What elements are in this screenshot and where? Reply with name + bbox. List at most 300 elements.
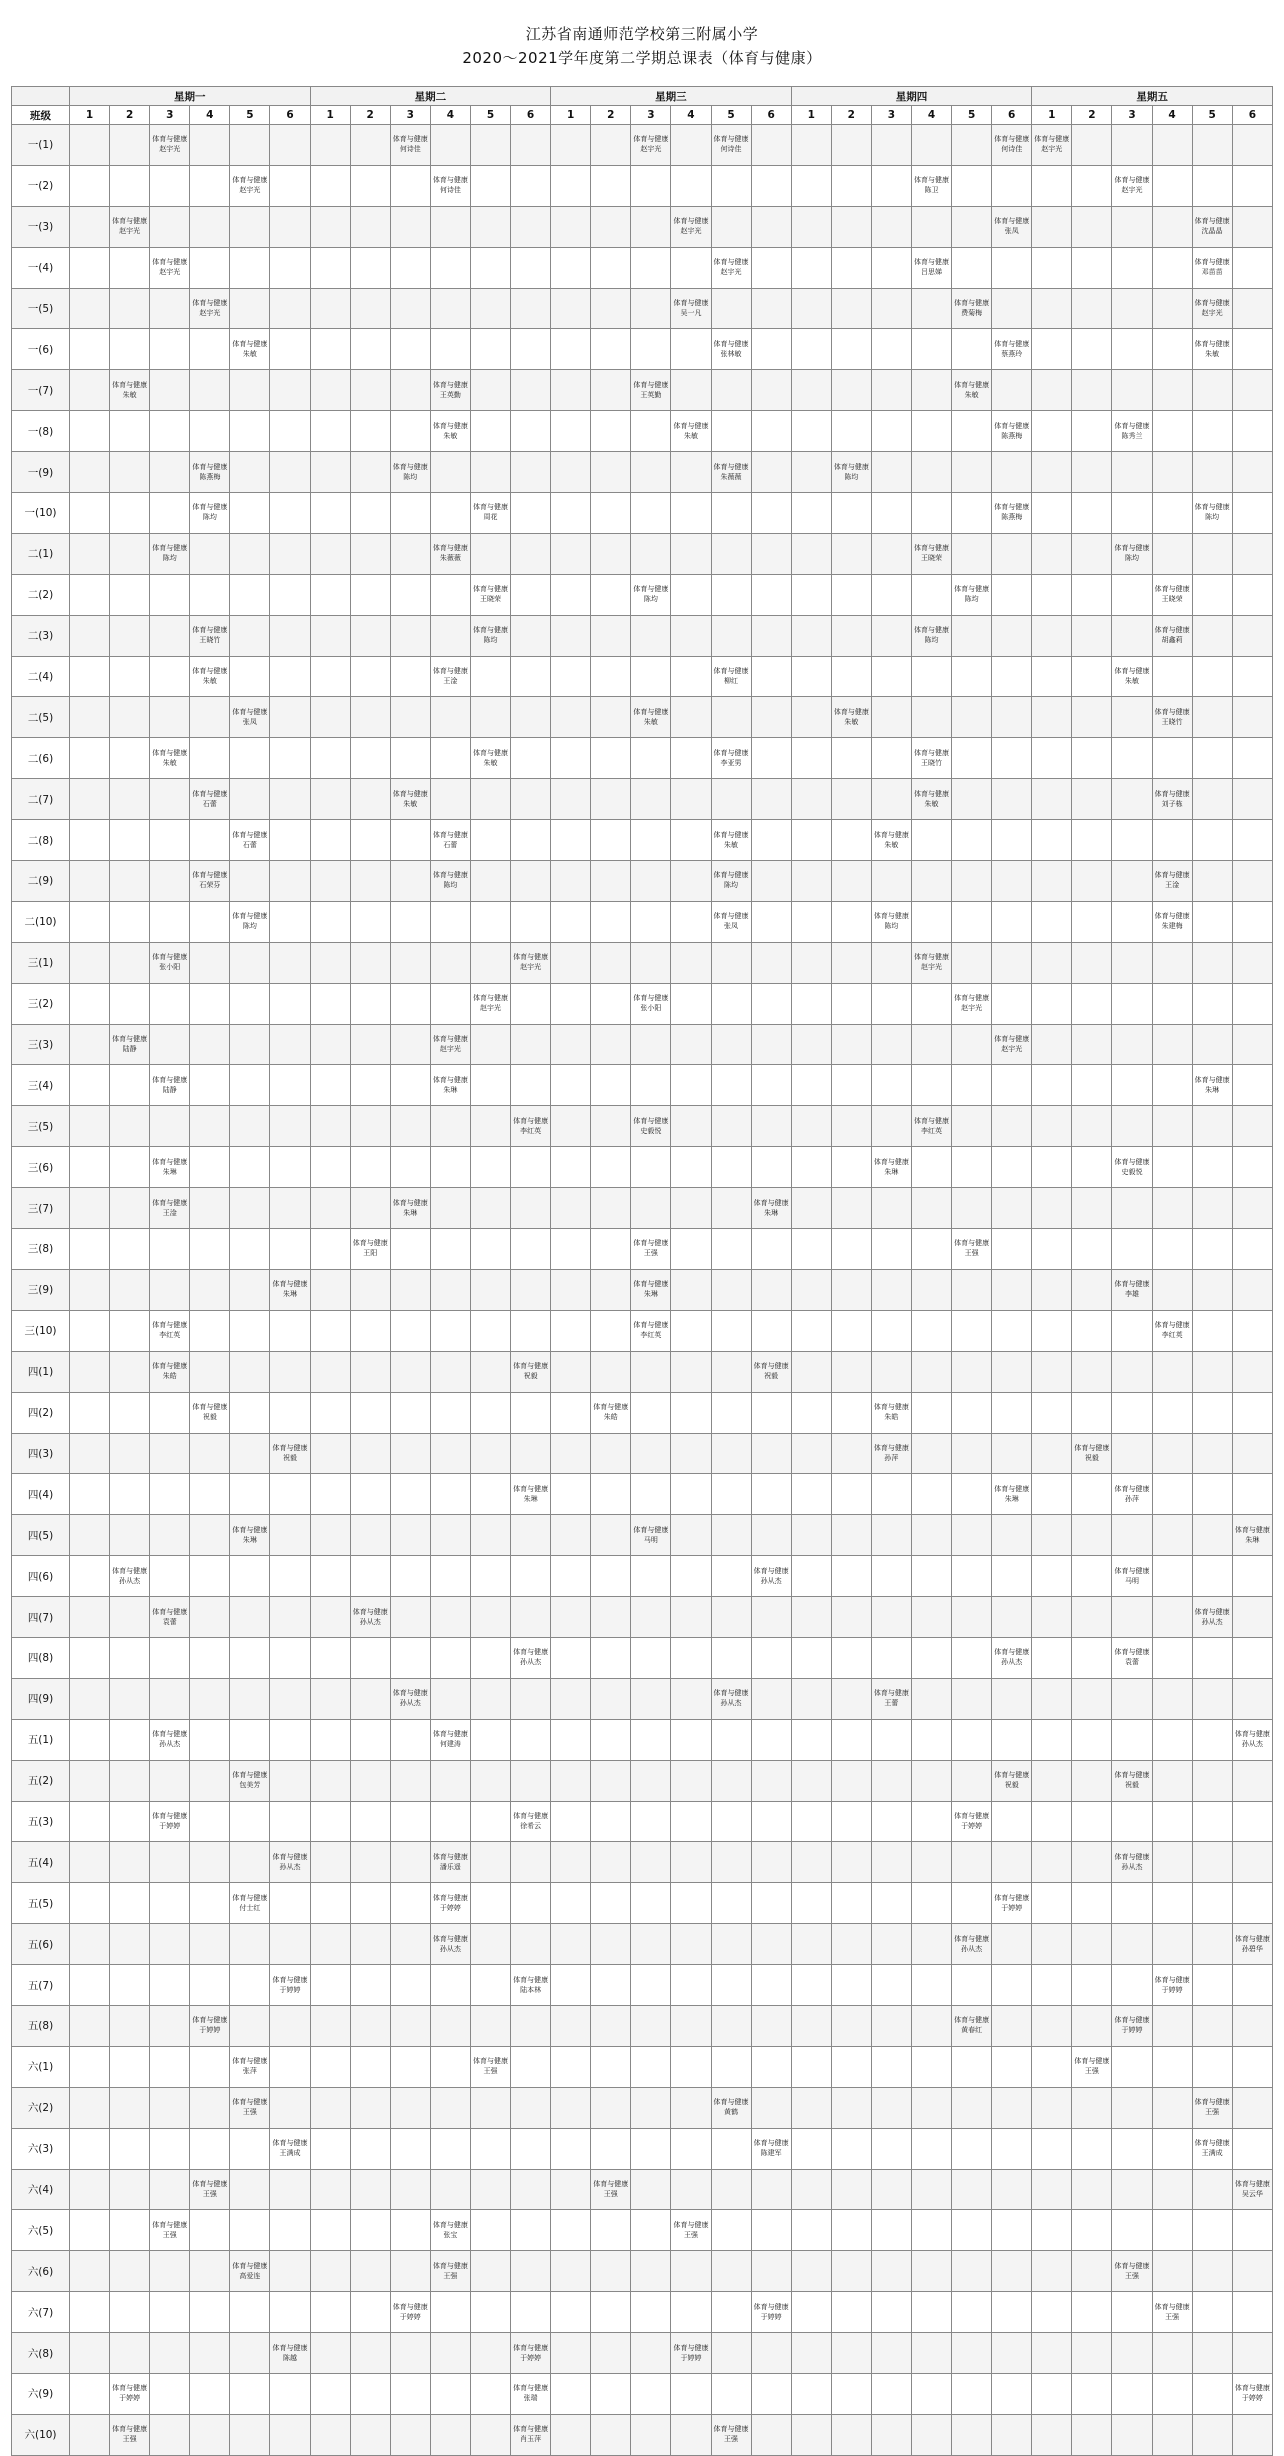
empty-cell — [270, 411, 310, 452]
empty-cell — [551, 1351, 591, 1392]
empty-cell — [1032, 1188, 1072, 1229]
lesson-teacher: 马明 — [643, 1535, 658, 1544]
empty-cell — [190, 820, 230, 861]
empty-cell — [831, 1065, 871, 1106]
lesson-teacher: 赵宇光 — [159, 145, 181, 154]
empty-cell — [1232, 247, 1272, 288]
table-row — [12, 1678, 1273, 1719]
empty-cell — [751, 329, 791, 370]
empty-cell — [551, 697, 591, 738]
lesson-subject: 体育与健康 — [232, 1893, 268, 1902]
lesson-cell — [430, 1719, 470, 1760]
lesson-cell — [1192, 206, 1232, 247]
lesson-subject: 体育与健康 — [152, 1730, 188, 1739]
empty-cell — [1192, 2333, 1232, 2374]
empty-cell — [390, 1024, 430, 1065]
empty-cell — [390, 820, 430, 861]
empty-cell — [831, 1433, 871, 1474]
empty-cell — [911, 1024, 951, 1065]
empty-cell — [310, 411, 350, 452]
empty-cell — [70, 2210, 110, 2251]
empty-cell — [1032, 574, 1072, 615]
empty-cell — [992, 1556, 1032, 1597]
empty-cell — [791, 2128, 831, 2169]
empty-cell — [190, 1351, 230, 1392]
empty-cell — [791, 861, 831, 902]
empty-cell — [791, 1801, 831, 1842]
empty-cell — [551, 1637, 591, 1678]
empty-cell — [911, 2210, 951, 2251]
empty-cell — [751, 1106, 791, 1147]
lesson-teacher: 朱敏 — [443, 431, 458, 440]
empty-cell — [1072, 1106, 1112, 1147]
lesson-teacher: 王满成 — [279, 2149, 301, 2158]
class-name-cell: 三(4) — [12, 1065, 70, 1106]
empty-cell — [711, 2292, 751, 2333]
empty-cell — [430, 697, 470, 738]
lesson-subject: 体育与健康 — [152, 1198, 188, 1207]
empty-cell — [70, 615, 110, 656]
empty-cell — [1232, 329, 1272, 370]
empty-cell — [1072, 1924, 1112, 1965]
empty-cell — [992, 1065, 1032, 1106]
lesson-cell — [1112, 533, 1152, 574]
empty-cell — [631, 2005, 671, 2046]
empty-cell — [591, 1310, 631, 1351]
empty-cell — [1032, 820, 1072, 861]
empty-cell — [390, 2087, 430, 2128]
empty-cell — [470, 1351, 510, 1392]
lesson-teacher: 朱敏 — [964, 390, 979, 399]
empty-cell — [591, 329, 631, 370]
empty-cell — [1032, 1965, 1072, 2006]
empty-cell — [110, 1392, 150, 1433]
empty-cell — [390, 247, 430, 288]
lesson-teacher: 孙从杰 — [1241, 1740, 1263, 1749]
lesson-teacher: 王晓竹 — [199, 636, 221, 645]
empty-cell — [831, 2005, 871, 2046]
lesson-cell — [631, 697, 671, 738]
empty-cell — [791, 411, 831, 452]
empty-cell — [831, 1106, 871, 1147]
table-row — [12, 1188, 1273, 1229]
lesson-subject: 体育与健康 — [232, 830, 268, 839]
lesson-cell — [470, 2046, 510, 2087]
table-row — [12, 1392, 1273, 1433]
empty-cell — [470, 1842, 510, 1883]
empty-cell — [1072, 165, 1112, 206]
empty-cell — [1072, 2210, 1112, 2251]
empty-cell — [1152, 1392, 1192, 1433]
empty-cell — [70, 574, 110, 615]
lesson-subject: 体育与健康 — [1194, 1075, 1230, 1084]
empty-cell — [310, 615, 350, 656]
class-name-cell: 一(6) — [12, 329, 70, 370]
empty-cell — [230, 1147, 270, 1188]
empty-cell — [591, 2292, 631, 2333]
lesson-cell — [1152, 1310, 1192, 1351]
lesson-cell — [390, 1678, 430, 1719]
empty-cell — [310, 288, 350, 329]
empty-cell — [511, 1597, 551, 1638]
empty-cell — [591, 1065, 631, 1106]
empty-cell — [1032, 1597, 1072, 1638]
empty-cell — [591, 697, 631, 738]
empty-cell — [230, 1106, 270, 1147]
lesson-subject: 体育与健康 — [192, 299, 228, 307]
empty-cell — [1192, 125, 1232, 166]
empty-cell — [310, 697, 350, 738]
empty-cell — [270, 1597, 310, 1638]
empty-cell — [952, 1065, 992, 1106]
empty-cell — [470, 2414, 510, 2455]
empty-cell — [1072, 1269, 1112, 1310]
empty-cell — [310, 942, 350, 983]
lesson-cell — [911, 779, 951, 820]
class-name-cell: 五(4) — [12, 1842, 70, 1883]
lesson-subject: 体育与健康 — [994, 421, 1030, 430]
empty-cell — [1072, 452, 1112, 493]
empty-cell — [1192, 1883, 1232, 1924]
empty-cell — [350, 1883, 390, 1924]
empty-cell — [270, 2046, 310, 2087]
empty-cell — [1032, 2292, 1072, 2333]
lesson-teacher: 陆静 — [122, 1045, 137, 1054]
empty-cell — [110, 1515, 150, 1556]
lesson-cell — [911, 165, 951, 206]
empty-cell — [430, 1556, 470, 1597]
empty-cell — [230, 370, 270, 411]
empty-cell — [230, 2292, 270, 2333]
lesson-subject: 体育与健康 — [994, 503, 1030, 512]
lesson-teacher: 邓苗苗 — [1201, 268, 1223, 277]
empty-cell — [791, 165, 831, 206]
class-name-cell: 三(3) — [12, 1024, 70, 1065]
empty-cell — [190, 697, 230, 738]
lesson-subject: 体育与健康 — [472, 2057, 508, 2066]
empty-cell — [350, 2046, 390, 2087]
empty-cell — [791, 697, 831, 738]
empty-cell — [952, 1719, 992, 1760]
lesson-subject: 体育与健康 — [192, 1403, 228, 1412]
empty-cell — [70, 779, 110, 820]
lesson-subject: 体育与健康 — [472, 748, 508, 757]
empty-cell — [751, 452, 791, 493]
lesson-cell — [1152, 574, 1192, 615]
empty-cell — [1152, 247, 1192, 288]
empty-cell — [190, 1678, 230, 1719]
empty-cell — [671, 1597, 711, 1638]
empty-cell — [631, 533, 671, 574]
empty-cell — [711, 779, 751, 820]
empty-cell — [631, 656, 671, 697]
empty-cell — [310, 533, 350, 574]
lesson-teacher: 赵宇光 — [680, 227, 702, 236]
lesson-cell — [110, 2414, 150, 2455]
lesson-teacher: 徐希云 — [520, 1821, 542, 1830]
lesson-subject: 体育与健康 — [392, 462, 428, 471]
table-row — [12, 2210, 1273, 2251]
empty-cell — [551, 1310, 591, 1351]
empty-cell — [470, 1515, 510, 1556]
empty-cell — [1152, 1760, 1192, 1801]
lesson-subject: 体育与健康 — [513, 1484, 549, 1493]
lesson-cell — [430, 1024, 470, 1065]
lesson-cell — [150, 1801, 190, 1842]
empty-cell — [70, 206, 110, 247]
empty-cell — [791, 2087, 831, 2128]
empty-cell — [952, 1515, 992, 1556]
lesson-cell — [470, 983, 510, 1024]
empty-cell — [110, 247, 150, 288]
lesson-cell — [1232, 2373, 1272, 2414]
empty-cell — [390, 1842, 430, 1883]
lesson-cell — [911, 738, 951, 779]
empty-cell — [1032, 1515, 1072, 1556]
lesson-subject: 体育与健康 — [432, 176, 468, 185]
empty-cell — [551, 125, 591, 166]
period-header: 6 — [511, 106, 551, 125]
empty-cell — [270, 247, 310, 288]
empty-cell — [390, 1392, 430, 1433]
lesson-cell — [190, 493, 230, 534]
empty-cell — [831, 1842, 871, 1883]
empty-cell — [711, 2169, 751, 2210]
empty-cell — [952, 1760, 992, 1801]
empty-cell — [1152, 1474, 1192, 1515]
empty-cell — [511, 1188, 551, 1229]
empty-cell — [110, 2005, 150, 2046]
empty-cell — [1232, 411, 1272, 452]
empty-cell — [1152, 2251, 1192, 2292]
empty-cell — [1152, 206, 1192, 247]
empty-cell — [911, 370, 951, 411]
empty-cell — [70, 1229, 110, 1270]
lesson-teacher: 沈晶晶 — [1201, 227, 1223, 236]
empty-cell — [1232, 1474, 1272, 1515]
empty-cell — [430, 1269, 470, 1310]
empty-cell — [511, 1678, 551, 1719]
lesson-cell — [150, 1147, 190, 1188]
empty-cell — [1232, 1678, 1272, 1719]
empty-cell — [110, 2169, 150, 2210]
lesson-teacher: 张萍 — [242, 2067, 257, 2076]
lesson-subject: 体育与健康 — [1154, 789, 1190, 798]
empty-cell — [350, 2005, 390, 2046]
lesson-cell — [430, 2251, 470, 2292]
empty-cell — [591, 1801, 631, 1842]
empty-cell — [350, 738, 390, 779]
empty-cell — [992, 615, 1032, 656]
empty-cell — [911, 1842, 951, 1883]
lesson-subject: 体育与健康 — [1114, 1771, 1150, 1780]
empty-cell — [831, 2087, 871, 2128]
empty-cell — [952, 820, 992, 861]
empty-cell — [591, 2333, 631, 2374]
lesson-subject: 体育与健康 — [112, 1035, 148, 1044]
empty-cell — [911, 1883, 951, 1924]
empty-cell — [150, 983, 190, 1024]
empty-cell — [591, 370, 631, 411]
empty-cell — [551, 2333, 591, 2374]
empty-cell — [751, 1515, 791, 1556]
lesson-cell — [1072, 2046, 1112, 2087]
lesson-cell — [631, 1229, 671, 1270]
lesson-cell — [992, 1760, 1032, 1801]
lesson-subject: 体育与健康 — [914, 258, 950, 267]
empty-cell — [791, 1351, 831, 1392]
empty-cell — [952, 1842, 992, 1883]
empty-cell — [1072, 1024, 1112, 1065]
lesson-cell — [1112, 1147, 1152, 1188]
lesson-subject: 体育与健康 — [1074, 2057, 1110, 2066]
empty-cell — [70, 697, 110, 738]
empty-cell — [551, 370, 591, 411]
empty-cell — [1032, 615, 1072, 656]
table-row — [12, 2292, 1273, 2333]
lesson-cell — [470, 493, 510, 534]
empty-cell — [511, 533, 551, 574]
empty-cell — [952, 1188, 992, 1229]
empty-cell — [1032, 2414, 1072, 2455]
empty-cell — [230, 1556, 270, 1597]
lesson-teacher: 王强 — [1165, 2312, 1180, 2321]
lesson-cell — [631, 1515, 671, 1556]
empty-cell — [70, 2333, 110, 2374]
empty-cell — [511, 1883, 551, 1924]
empty-cell — [671, 493, 711, 534]
empty-cell — [671, 2373, 711, 2414]
empty-cell — [310, 1801, 350, 1842]
empty-cell — [1032, 1269, 1072, 1310]
lesson-teacher: 何诗佳 — [439, 186, 461, 195]
lesson-cell — [511, 942, 551, 983]
empty-cell — [631, 1637, 671, 1678]
empty-cell — [1192, 1433, 1232, 1474]
lesson-cell — [631, 574, 671, 615]
lesson-teacher: 朱敏 — [1205, 349, 1220, 358]
empty-cell — [631, 165, 671, 206]
lesson-subject: 体育与健康 — [432, 2261, 468, 2270]
empty-cell — [911, 125, 951, 166]
empty-cell — [591, 1842, 631, 1883]
empty-cell — [1072, 1883, 1112, 1924]
lesson-cell — [711, 1678, 751, 1719]
empty-cell — [911, 697, 951, 738]
lesson-subject: 体育与健康 — [633, 707, 669, 716]
lesson-teacher: 祝毅 — [283, 1453, 298, 1462]
lesson-cell — [1232, 1924, 1272, 1965]
lesson-cell — [190, 2169, 230, 2210]
empty-cell — [1112, 288, 1152, 329]
empty-cell — [992, 1801, 1032, 1842]
empty-cell — [711, 1392, 751, 1433]
lesson-subject: 体育与健康 — [673, 421, 709, 430]
lesson-cell — [150, 1188, 190, 1229]
lesson-teacher: 于婷婷 — [680, 2353, 702, 2362]
empty-cell — [551, 1229, 591, 1270]
empty-cell — [190, 2333, 230, 2374]
empty-cell — [1032, 942, 1072, 983]
lesson-teacher: 祝毅 — [202, 1413, 217, 1422]
empty-cell — [470, 1392, 510, 1433]
empty-cell — [751, 2414, 791, 2455]
empty-cell — [390, 411, 430, 452]
lesson-subject: 体育与健康 — [994, 1484, 1030, 1493]
empty-cell — [70, 1883, 110, 1924]
empty-cell — [711, 1801, 751, 1842]
lesson-subject: 体育与健康 — [1074, 1443, 1110, 1452]
lesson-cell — [190, 452, 230, 493]
empty-cell — [591, 1883, 631, 1924]
empty-cell — [631, 329, 671, 370]
empty-cell — [390, 493, 430, 534]
empty-cell — [791, 288, 831, 329]
table-row — [12, 1147, 1273, 1188]
empty-cell — [70, 1719, 110, 1760]
empty-cell — [1032, 697, 1072, 738]
lesson-cell — [751, 2292, 791, 2333]
table-row — [12, 2128, 1273, 2169]
empty-cell — [470, 1310, 510, 1351]
empty-cell — [1232, 1842, 1272, 1883]
lesson-teacher: 陈秀兰 — [1121, 431, 1143, 440]
empty-cell — [110, 2251, 150, 2292]
empty-cell — [310, 2210, 350, 2251]
lesson-teacher: 于婷婷 — [119, 2394, 141, 2403]
lesson-teacher: 王强 — [1205, 2108, 1220, 2117]
empty-cell — [952, 1310, 992, 1351]
lesson-subject: 体育与健康 — [633, 135, 669, 144]
empty-cell — [1152, 1883, 1192, 1924]
empty-cell — [1072, 1147, 1112, 1188]
empty-cell — [270, 1024, 310, 1065]
period-header: 2 — [350, 106, 390, 125]
empty-cell — [631, 247, 671, 288]
empty-cell — [551, 1024, 591, 1065]
period-header-row — [12, 106, 1273, 125]
empty-cell — [1032, 1392, 1072, 1433]
empty-cell — [270, 493, 310, 534]
empty-cell — [470, 2005, 510, 2046]
empty-cell — [711, 2046, 751, 2087]
lesson-cell — [631, 1269, 671, 1310]
lesson-cell — [430, 1842, 470, 1883]
lesson-cell — [1192, 2128, 1232, 2169]
lesson-teacher: 朱薇薇 — [720, 472, 742, 481]
empty-cell — [591, 1351, 631, 1392]
class-name-cell: 六(10) — [12, 2414, 70, 2455]
lesson-cell — [992, 329, 1032, 370]
empty-cell — [831, 1883, 871, 1924]
empty-cell — [110, 1106, 150, 1147]
lesson-teacher: 朱琳 — [403, 1208, 418, 1217]
lesson-subject: 体育与健康 — [432, 1075, 468, 1084]
empty-cell — [1192, 1965, 1232, 2006]
empty-cell — [310, 574, 350, 615]
lesson-teacher: 孙从杰 — [359, 1617, 381, 1626]
empty-cell — [631, 411, 671, 452]
empty-cell — [1032, 493, 1072, 534]
empty-cell — [671, 942, 711, 983]
empty-cell — [791, 533, 831, 574]
lesson-cell — [1112, 165, 1152, 206]
empty-cell — [110, 697, 150, 738]
empty-cell — [952, 1965, 992, 2006]
empty-cell — [350, 2373, 390, 2414]
lesson-teacher: 朱琳 — [764, 1208, 779, 1217]
empty-cell — [70, 1515, 110, 1556]
